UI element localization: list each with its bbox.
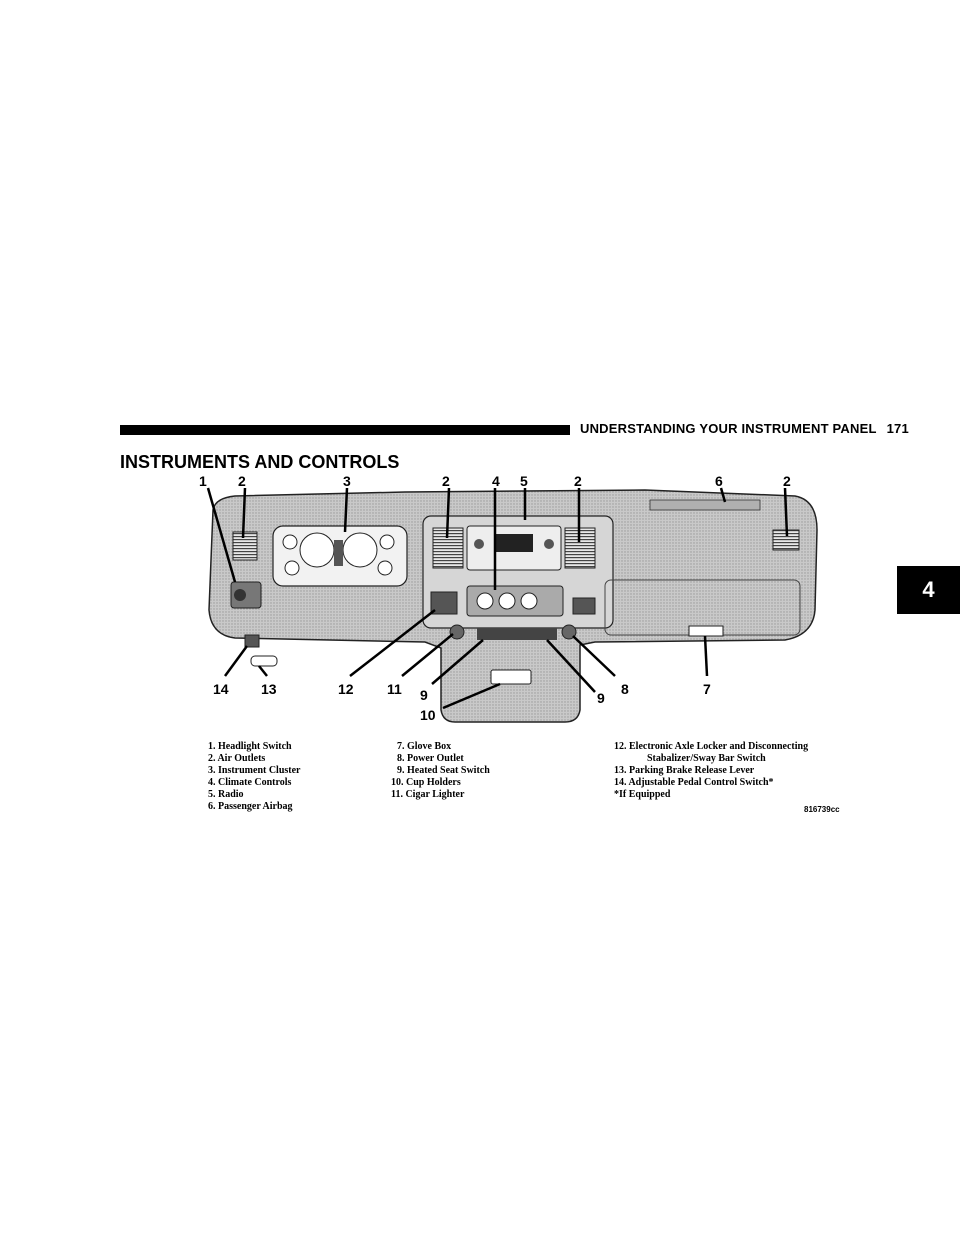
header-rule (120, 425, 570, 435)
callout-1: 1 (199, 473, 207, 489)
instrument-panel-illustration (195, 470, 845, 730)
callout-13: 13 (261, 681, 277, 697)
legend-column-2 (391, 741, 490, 801)
legend-item: 4. Climate Controls (208, 777, 292, 788)
callout-11: 11 (387, 681, 402, 697)
callout-2: 2 (442, 473, 450, 489)
callout-10: 10 (420, 707, 436, 723)
callout-8: 8 (621, 681, 629, 697)
running-header (580, 421, 909, 436)
legend-item: 7. Glove Box (397, 741, 452, 752)
chapter-tab: 4 (897, 566, 960, 614)
callout-6: 6 (715, 473, 723, 489)
legend-item: 5. Radio (208, 789, 244, 800)
page-number: 171 (886, 421, 909, 436)
callout-9: 9 (420, 687, 428, 703)
legend-item: 11. Cigar Lighter (391, 789, 465, 800)
legend-item: 3. Instrument Cluster (208, 765, 301, 776)
legend-item: 12. Electronic Axle Locker and Disconnecting (614, 741, 809, 752)
legend-item-continued: Stabalizer/Sway Bar Switch (647, 753, 766, 764)
callout-2: 2 (783, 473, 791, 489)
callout-4: 4 (492, 473, 500, 489)
legend-column-3 (614, 741, 808, 801)
instrument-panel-figure (195, 470, 845, 730)
legend-item: 14. Adjustable Pedal Control Switch* (614, 777, 774, 788)
adjustable-pedal-switch (245, 635, 259, 647)
callout-2: 2 (238, 473, 246, 489)
legend-item: 8. Power Outlet (397, 753, 464, 764)
legend-note: *If Equipped (614, 789, 671, 800)
legend-item: 1. Headlight Switch (208, 741, 292, 752)
legend-item: 2. Air Outlets (208, 753, 266, 764)
section-title: INSTRUMENTS AND CONTROLS (120, 452, 400, 472)
callout-7: 7 (703, 681, 711, 697)
legend-item: 6. Passenger Airbag (208, 801, 293, 812)
legend-item: 9. Heated Seat Switch (397, 765, 490, 776)
callout-2: 2 (574, 473, 582, 489)
callout-9: 9 (597, 690, 605, 706)
callout-5: 5 (520, 473, 528, 489)
header-title: UNDERSTANDING YOUR INSTRUMENT PANEL (580, 421, 877, 436)
callout-14: 14 (213, 681, 229, 697)
legend-column-1 (208, 741, 301, 813)
cigar-lighter (450, 625, 464, 639)
callout-3: 3 (343, 473, 351, 489)
legend-item: 10. Cup Holders (391, 777, 461, 788)
legend-item: 13. Parking Brake Release Lever (614, 765, 755, 776)
passenger-airbag-panel (650, 500, 760, 510)
figure-code: 816739cc (804, 805, 840, 814)
left-air-outlet (233, 532, 257, 560)
callout-12: 12 (338, 681, 354, 697)
cup-holder (491, 670, 531, 684)
parking-brake-release (251, 656, 277, 666)
heated-seat-switch-panel (477, 628, 557, 640)
